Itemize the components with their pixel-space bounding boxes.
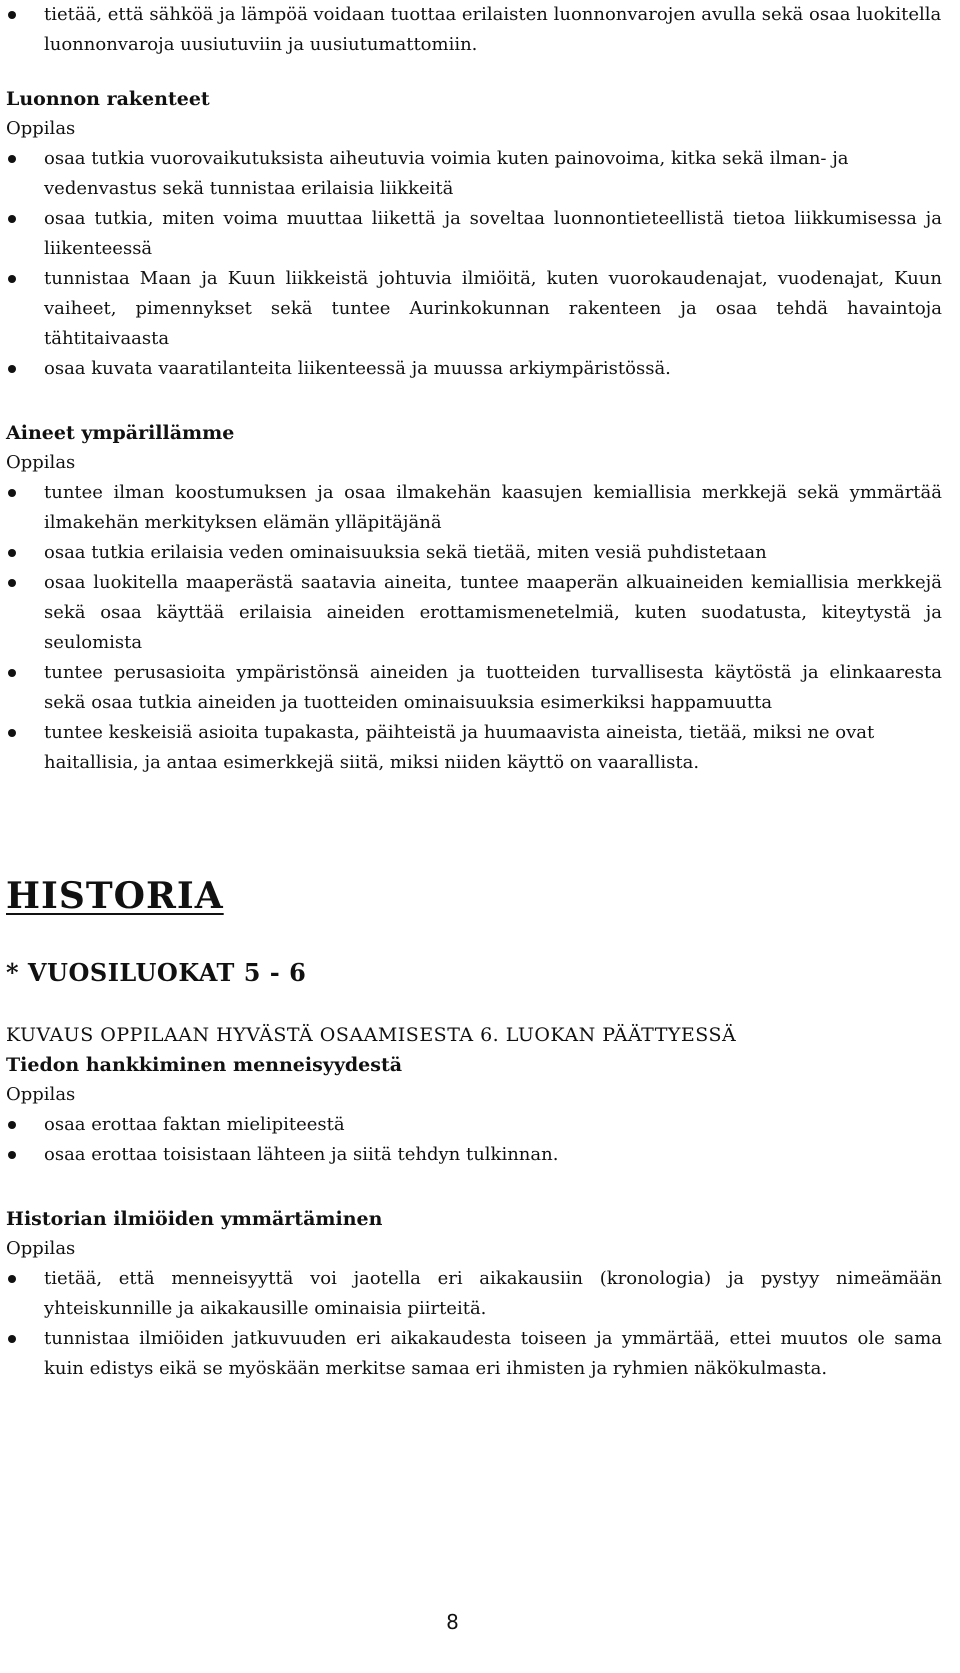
grade-subtitle: * VUOSILUOKAT 5 - 6	[6, 958, 307, 987]
bullet-item: tietää, että menneisyyttä voi jaotella eri aikakausiin (kronologia) ja pystyy nimeämään yhteiskunnille ja aikakausille ominaisia piirteitä.	[6, 1264, 942, 1324]
bullet-icon	[8, 155, 16, 163]
bullet-item: tunnistaa ilmiöiden jatkuvuuden eri aikakaudesta toiseen ja ymmärtää, ettei muutos ole sama kuin edistys eikä se myöskään merkitse samaa eri ihmisten ja ryhmien näkökulmasta.	[6, 1324, 942, 1384]
bullet-item: tuntee ilman koostumuksen ja osaa ilmakehän kaasujen kemiallisia merkkejä sekä ymmärtää ilmakehän merkityksen elämän ylläpitäjänä	[6, 478, 942, 538]
section-tiedon-hankkiminen	[6, 1050, 942, 1170]
bullet-item: tuntee keskeisiä asioita tupakasta, päihteistä ja huumaavista aineista, tietää, miksi ne ovat haitallisia, ja antaa esimerkkejä siitä, miksi niiden käyttö on vaarallista.	[6, 718, 942, 778]
bullet-item: osaa kuvata vaaratilanteita liikenteessä ja muussa arkiympäristössä.	[6, 354, 942, 384]
bullet-item: osaa tutkia vuorovaikutuksista aiheutuvia voimia kuten painovoima, kitka sekä ilman- ja vedenvastus sekä tunnistaa erilaisia liikkeitä	[6, 144, 942, 204]
bullet-icon	[8, 1275, 16, 1283]
section-heading: Historian ilmiöiden ymmärtäminen	[6, 1208, 383, 1230]
subject-title: HISTORIA	[6, 875, 224, 917]
section-label: Oppilas	[6, 452, 76, 473]
intro-bullet-list	[6, 0, 942, 60]
section-heading: Tiedon hankkiminen menneisyydestä	[6, 1054, 403, 1076]
bullet-item: osaa erottaa toisistaan lähteen ja siitä tehdyn tulkinnan.	[6, 1140, 942, 1170]
bullet-icon	[8, 1121, 16, 1129]
historia-subtitle-block	[6, 958, 942, 988]
bullet-item: tietää, että sähköä ja lämpöä voidaan tuottaa erilaisten luonnonvarojen avulla sekä osaa luokitella luonnonvaroja uusiutuviin ja uusiutumattomiin.	[6, 0, 942, 60]
page-number: 8	[446, 1610, 459, 1634]
bullet-item: osaa luokitella maaperästä saatavia aineita, tuntee maaperän alkuaineiden kemiallisia merkkejä sekä osaa käyttää erilaisia aineiden erottamismenetelmiä, kuten suodatusta, kiteytystä ja seulomista	[6, 568, 942, 658]
bullet-icon	[8, 1151, 16, 1159]
bullet-list	[6, 1264, 942, 1384]
section-historian-ilmioiden	[6, 1204, 942, 1384]
intro-block	[6, 0, 942, 60]
assessment-heading: KUVAUS OPPILAAN HYVÄSTÄ OSAAMISESTA 6. LUOKAN PÄÄTTYESSÄ	[6, 1024, 737, 1046]
bullet-icon	[8, 1335, 16, 1343]
bullet-icon	[8, 579, 16, 587]
bullet-icon	[8, 365, 16, 373]
bullet-item: osaa erottaa faktan mielipiteestä	[6, 1110, 942, 1140]
bullet-item: osaa tutkia, miten voima muuttaa liikettä ja soveltaa luonnontieteellistä tietoa liikkumisessa ja liikenteessä	[6, 204, 942, 264]
bullet-icon	[8, 669, 16, 677]
bullet-item: tuntee perusasioita ympäristönsä aineiden ja tuotteiden turvallisesta käytöstä ja elinkaaresta sekä osaa tutkia aineiden ja tuotteiden ominaisuuksia esimerkiksi happamuutta	[6, 658, 942, 718]
bullet-icon	[8, 11, 16, 19]
section-label: Oppilas	[6, 118, 76, 139]
bullet-icon	[8, 729, 16, 737]
bullet-icon	[8, 275, 16, 283]
bullet-list	[6, 478, 942, 778]
historia-kuvaus-block	[6, 1020, 942, 1050]
bullet-item: osaa tutkia erilaisia veden ominaisuuksia sekä tietää, miten vesiä puhdistetaan	[6, 538, 942, 568]
section-label: Oppilas	[6, 1238, 76, 1259]
bullet-item: tunnistaa Maan ja Kuun liikkeistä johtuvia ilmiöitä, kuten vuorokaudenajat, vuodenajat, Kuun vaiheet, pimennykset sekä tuntee Aurinkokunnan rakenteen ja osaa tehdä havaintoja tähtitaivaasta	[6, 264, 942, 354]
section-aineet-ymparillamme	[6, 418, 942, 778]
bullet-list	[6, 1110, 942, 1170]
bullet-icon	[8, 215, 16, 223]
historia-header	[6, 874, 942, 918]
bullet-icon	[8, 489, 16, 497]
section-label: Oppilas	[6, 1084, 76, 1105]
bullet-icon	[8, 549, 16, 557]
section-luonnon-rakenteet	[6, 84, 942, 384]
section-heading: Aineet ympärillämme	[6, 422, 235, 444]
bullet-list	[6, 144, 942, 384]
section-heading: Luonnon rakenteet	[6, 88, 210, 110]
